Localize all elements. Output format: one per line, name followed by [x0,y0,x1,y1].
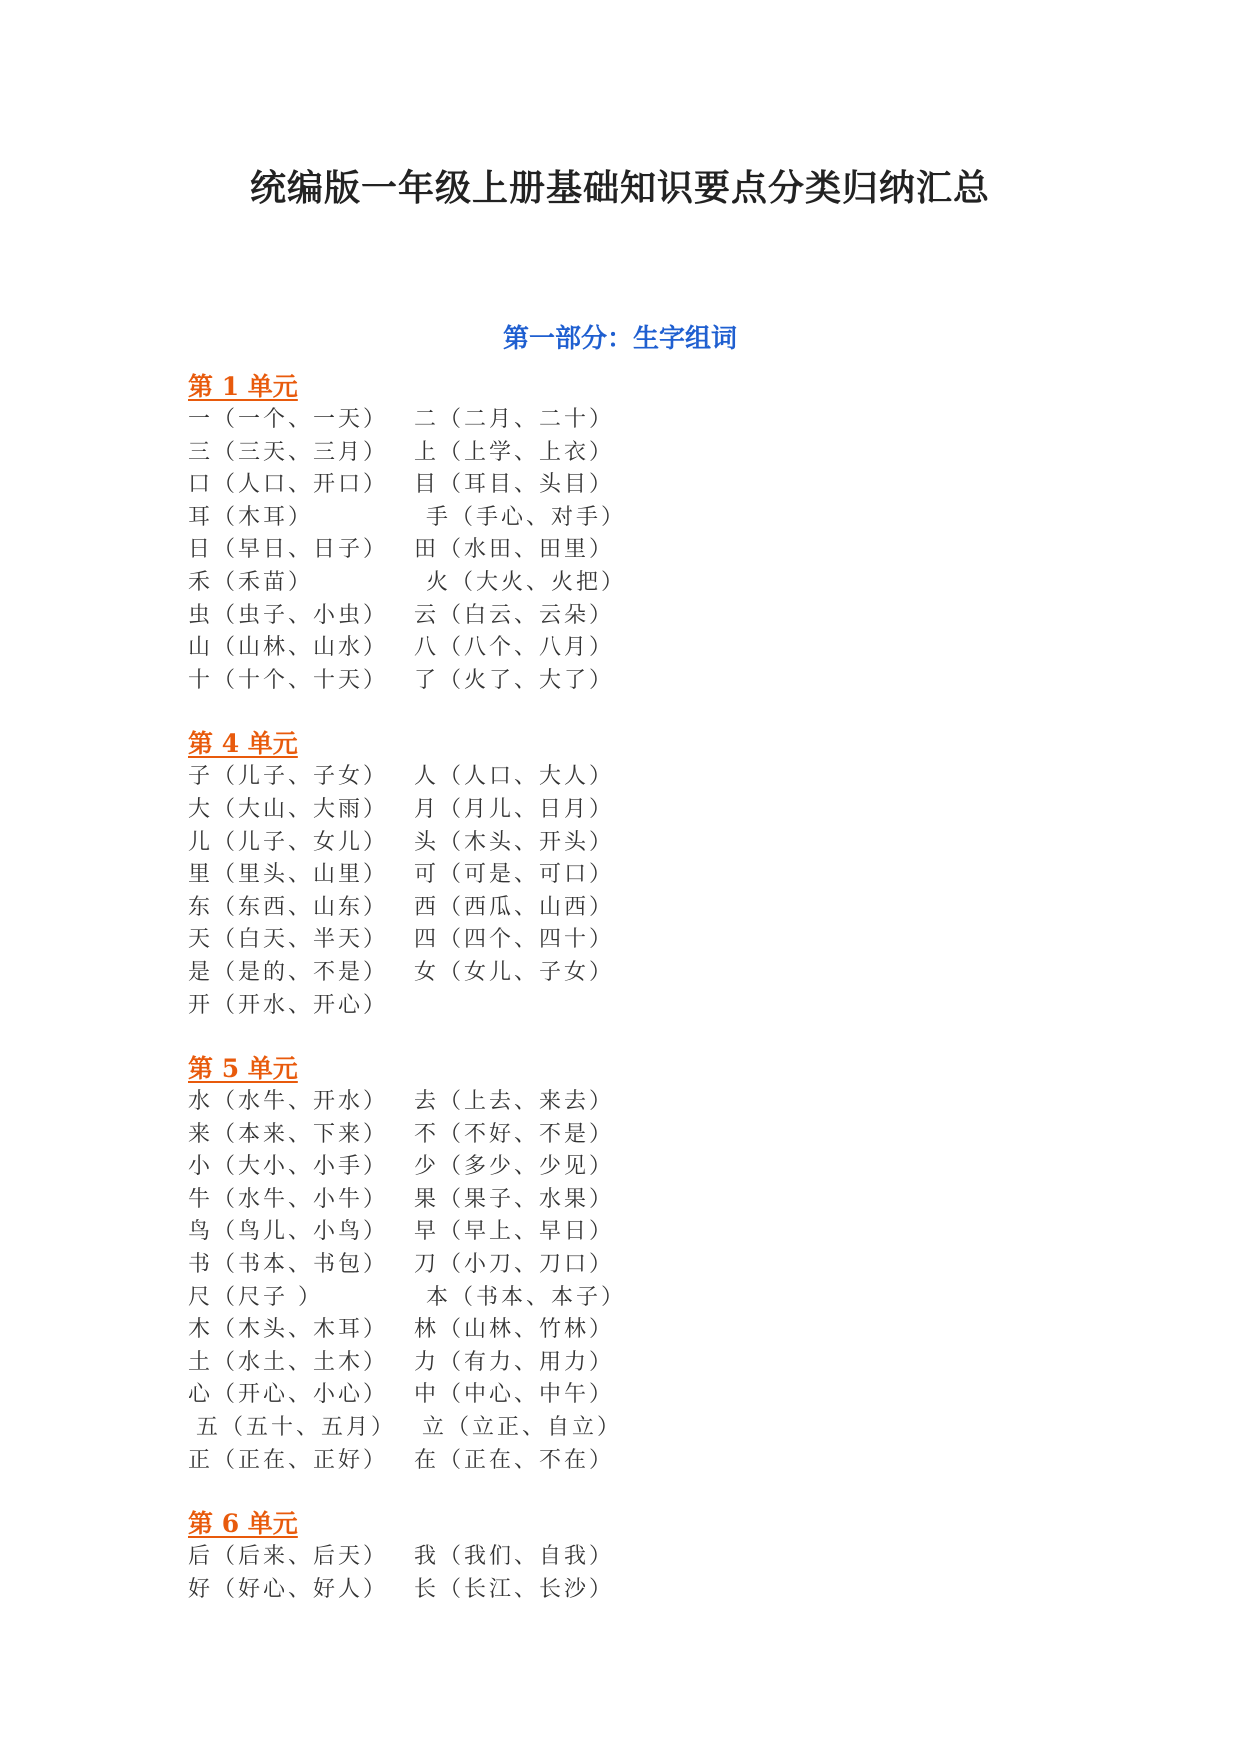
word-row [188,761,1088,794]
word-entry: 八（八个、八月） [414,635,615,661]
word-row [188,1445,1088,1478]
word-row [188,1216,1088,1249]
unit-heading: 第 6 单元 [188,1509,298,1539]
word-entry: 日（早日、日子） [188,537,389,563]
word-entry: 天（白天、半天） [188,927,389,953]
unit-section-4 [188,727,1088,1022]
word-entry: 了（火了、大了） [414,667,615,693]
word-row [188,1119,1088,1152]
word-entry: 口（人口、开口） [188,472,389,498]
word-row [188,404,1088,437]
word-entry: 水（水牛、开水） [188,1089,389,1115]
word-row [188,957,1088,990]
word-entry: 人（人口、大人） [414,764,615,790]
word-entry: 力（有力、用力） [414,1349,615,1375]
word-entry: 来（本来、下来） [188,1121,389,1147]
word-row [188,1086,1088,1119]
word-entry: 开（开水、开心） [188,992,389,1018]
word-row [188,1314,1088,1347]
word-row [188,567,1088,600]
word-entry: 木（木头、木耳） [188,1317,389,1343]
word-entry: 目（耳目、头目） [414,472,615,498]
word-entry: 刀（小刀、刀口） [414,1252,615,1278]
word-entry: 十（十个、十天） [188,667,389,693]
word-entry: 一（一个、一天） [188,407,389,432]
word-entry: 长（长江、长沙） [414,1576,615,1602]
unit-section-5 [188,1052,1088,1477]
word-entry: 在（正在、不在） [414,1447,615,1473]
word-entry: 不（不好、不是） [414,1121,615,1147]
word-entry: 女（女儿、子女） [414,959,615,985]
word-row [188,1347,1088,1380]
document-title: 统编版一年级上册基础知识要点分类归纳汇总 [249,167,990,209]
word-entry: 早（早上、早日） [414,1219,615,1245]
word-entry: 儿（儿子、女儿） [188,829,389,855]
word-entry: 书（书本、书包） [188,1252,389,1278]
word-entry: 鸟（鸟儿、小鸟） [188,1219,389,1245]
word-entry: 二（二月、二十） [414,407,615,432]
word-entry: 果（果子、水果） [414,1186,615,1212]
word-row [188,632,1088,665]
word-entry: 立（立正、自立） [422,1415,623,1441]
word-entry: 后（后来、后天） [188,1544,389,1570]
word-row [188,924,1088,957]
word-row [188,1574,1088,1607]
unit-heading: 第 1 单元 [188,372,298,401]
word-row [188,1282,1088,1315]
word-entry: 本（书本、本子） [426,1284,627,1310]
word-row [188,859,1088,892]
word-list-content [188,370,1088,1636]
part-title: 第一部分：生字组词 [502,324,737,354]
word-entry: 四（四个、四十） [414,927,615,953]
unit-heading: 第 5 单元 [188,1054,298,1084]
word-entry: 尺（尺子 ） [188,1284,323,1310]
word-entry: 子（儿子、子女） [188,764,389,790]
word-entry: 大（大山、大雨） [188,796,389,822]
unit-section-6 [188,1507,1088,1606]
word-entry: 正（正在、正好） [188,1447,389,1473]
word-entry: 林（山林、竹林） [414,1317,615,1343]
word-row [188,892,1088,925]
word-entry: 好（好心、好人） [188,1576,389,1602]
word-entry: 我（我们、自我） [414,1544,615,1570]
word-entry: 小（大小、小手） [188,1154,389,1180]
word-entry: 可（可是、可口） [414,862,615,888]
word-entry: 月（月儿、日月） [414,796,615,822]
word-entry: 中（中心、中午） [414,1382,615,1408]
unit-section-1 [188,370,1088,697]
word-entry: 少（多少、少见） [414,1154,615,1180]
word-row [188,1151,1088,1184]
word-row [188,794,1088,827]
word-row [188,990,1088,1023]
word-row [188,600,1088,633]
word-entry: 火（大火、火把） [426,569,627,595]
word-entry: 手（手心、对手） [426,504,627,530]
word-entry: 牛（水牛、小牛） [188,1186,389,1212]
word-row [188,1379,1088,1412]
word-entry: 山（山林、山水） [188,635,389,661]
word-entry: 心（开心、小心） [188,1382,389,1408]
word-row [188,437,1088,470]
word-row [188,1541,1088,1574]
word-row [188,665,1088,698]
word-entry: 头（木头、开头） [414,829,615,855]
word-row [188,502,1088,535]
word-row [188,1412,1088,1445]
word-entry: 土（水土、土木） [188,1349,389,1375]
word-entry: 耳（木耳） [188,504,314,530]
unit-heading: 第 4 单元 [188,729,298,759]
word-entry: 上（上学、上衣） [414,439,615,465]
word-entry: 东（东西、山东） [188,894,389,920]
word-row [188,534,1088,567]
word-entry: 虫（虫子、小虫） [188,602,389,628]
word-entry: 西（西瓜、山西） [414,894,615,920]
word-entry: 里（里头、山里） [188,862,389,888]
word-entry: 禾（禾苗） [188,569,314,595]
word-entry: 是（是的、不是） [188,959,389,985]
word-row [188,1249,1088,1282]
word-row [188,1184,1088,1217]
word-entry: 田（水田、田里） [414,537,615,563]
word-entry: 去（上去、来去） [414,1089,615,1115]
word-entry: 三（三天、三月） [188,439,389,465]
word-entry: 云（白云、云朵） [414,602,615,628]
word-entry [414,990,1088,1023]
word-row [188,827,1088,860]
word-entry: 五（五十、五月） [196,1415,397,1441]
word-row [188,469,1088,502]
